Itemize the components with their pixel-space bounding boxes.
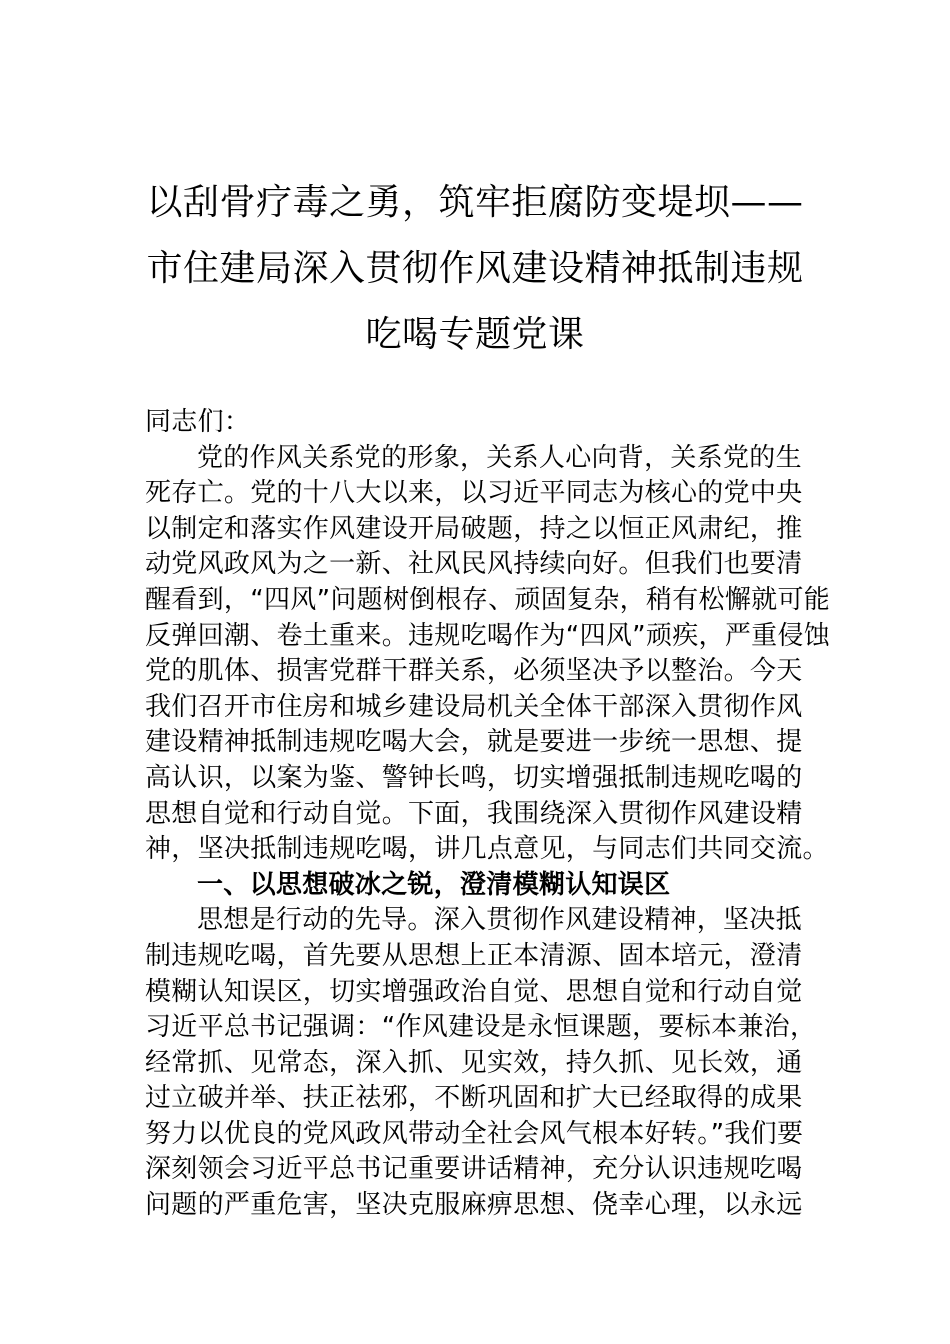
paragraph-line: 建设精神抵制违规吃喝大会，就是要进一步统一思想、提 <box>145 727 803 758</box>
paragraph-line: 党的肌体、损害党群干群关系，必须坚决予以整治。今天 <box>145 656 803 687</box>
paragraph-line: 问题的严重危害，坚决克服麻痹思想、侥幸心理，以永远 <box>145 1190 803 1221</box>
paragraph-line: 以制定和落实作风建设开局破题，持之以恒正风肃纪，推 <box>145 513 803 544</box>
paragraph-2 <box>145 903 817 1223</box>
paragraph-line: 神，坚决抵制违规吃喝，讲几点意见，与同志们共同交流。 <box>145 834 829 865</box>
paragraph-line: 死存亡。党的十八大以来，以习近平同志为核心的党中央 <box>145 478 803 509</box>
paragraph-line: 习近平总书记强调：“作风建设是永恒课题，要标本兼治， <box>145 1012 817 1043</box>
salutation: 同志们： <box>145 407 251 437</box>
paragraph-line: 党的作风关系党的形象，关系人心向背，关系党的生 <box>197 442 802 473</box>
paragraph-1 <box>145 441 831 868</box>
document-title <box>140 170 810 368</box>
section-heading: 一、以思想破冰之锐，澄清模糊认知误区 <box>197 869 671 900</box>
title-line-3: 吃喝专题党课 <box>365 314 585 355</box>
paragraph-line: 经常抓、见常态，深入抓、见实效，持久抓、见长效，通 <box>145 1047 803 1078</box>
paragraph-line: 醒看到，“四风”问题树倒根存、顽固复杂，稍有松懈就可能 <box>145 584 831 615</box>
paragraph-line: 深刻领会习近平总书记重要讲话精神，充分认识违规吃喝 <box>145 1154 803 1185</box>
paragraph-line: 反弹回潮、卷土重来。违规吃喝作为“四风”顽疾，严重侵蚀 <box>145 620 831 651</box>
paragraph-line: 努力以优良的党风政风带动全社会风气根本好转。”我们要 <box>145 1118 804 1149</box>
title-line-1: 以刮骨疗毒之勇，筑牢拒腐防变堤坝—— <box>146 182 804 223</box>
paragraph-line: 过立破并举、扶正祛邪，不断巩固和扩大已经取得的成果 <box>145 1083 803 1114</box>
paragraph-line: 思想是行动的先导。深入贯彻作风建设精神，坚决抵 <box>197 905 802 936</box>
paragraph-line: 模糊认知误区，切实增强政治自觉、思想自觉和行动自觉 <box>145 976 803 1007</box>
paragraph-line: 思想自觉和行动自觉。下面，我围绕深入贯彻作风建设精 <box>145 798 803 829</box>
document-body <box>145 405 831 1224</box>
paragraph-line: 高认识，以案为鉴、警钟长鸣，切实增强抵制违规吃喝的 <box>145 762 803 793</box>
paragraph-line: 制违规吃喝，首先要从思想上正本清源、固本培元，澄清 <box>145 940 803 971</box>
paragraph-line: 动党风政风为之一新、社风民风持续向好。但我们也要清 <box>145 549 803 580</box>
paragraph-line: 我们召开市住房和城乡建设局机关全体干部深入贯彻作风 <box>145 691 803 722</box>
title-line-2: 市住建局深入贯彻作风建设精神抵制违规 <box>146 248 804 289</box>
